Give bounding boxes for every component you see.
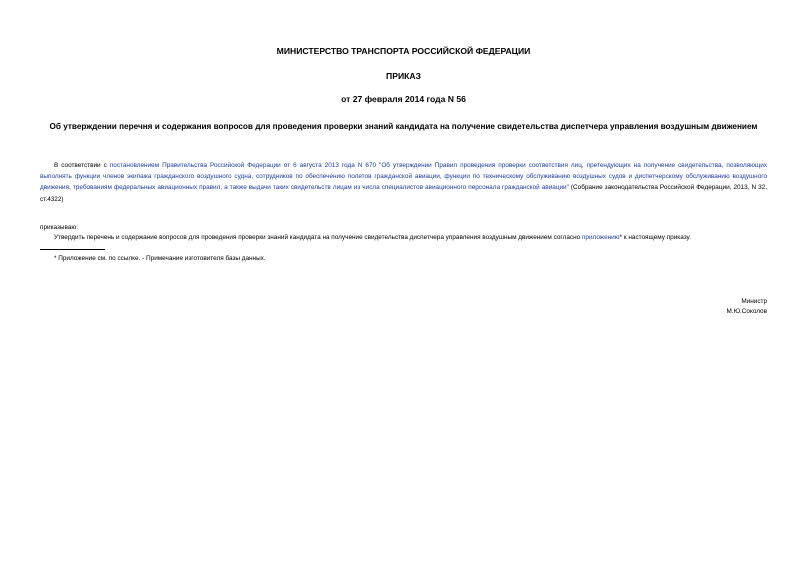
government-decree-link[interactable]: постановлением Правительства Российской Федерации от 6 августа 2013 года N 670 "Об утверждении Правил проведения проверки соответствия лиц, претендующих на получение свидетельства, позволяющих выполнять функции членов экипажа гражданского воздушного судна, сотрудников по обеспечению полетов гражданской авиации, функции по техническому обслуживанию воздушных судов и диспетчерскому обслуживанию воздушного движения, требованиям федеральных авиационных правил, а также выдачи таких свидетельств лицам из числа специалистов авиационного персонала гражданской авиации" (40, 162, 767, 192)
document-date-number: от 27 февраля 2014 года N 56 (341, 94, 466, 104)
signatory-position: Министр (741, 298, 767, 305)
intro-suffix: (Собрание законодательства Российской Федерации, 2013, N 32, ст.4322) (40, 184, 767, 203)
appendix-link[interactable]: приложению (581, 234, 620, 241)
order-word: приказываю: (40, 224, 78, 231)
footnote: * Приложение см. по ссылке. - Примечание изготовителя базы данных. (54, 255, 266, 262)
footnote-divider (40, 249, 105, 250)
document-title: Об утверждении перечня и содержания вопросов для проведения проверки знаний кандидата на получение свидетельства диспетчера управления воздушным движением (49, 122, 758, 131)
intro-paragraph (40, 160, 767, 205)
intro-prefix: В соответствии с (54, 162, 110, 169)
approve-suffix: * к настоящему приказу. (619, 234, 691, 241)
approve-paragraph (54, 233, 774, 243)
approve-prefix: Утвердить перечень и содержание вопросов для проведения проверки знаний кандидата на получение свидетельства диспетчера управления воздушным движением согласно (54, 234, 582, 241)
document-type: ПРИКАЗ (386, 71, 421, 81)
signatory-name: М.Ю.Соколов (726, 308, 767, 315)
ministry-heading: МИНИСТЕРСТВО ТРАНСПОРТА РОССИЙСКОЙ ФЕДЕРАЦИИ (276, 46, 531, 56)
